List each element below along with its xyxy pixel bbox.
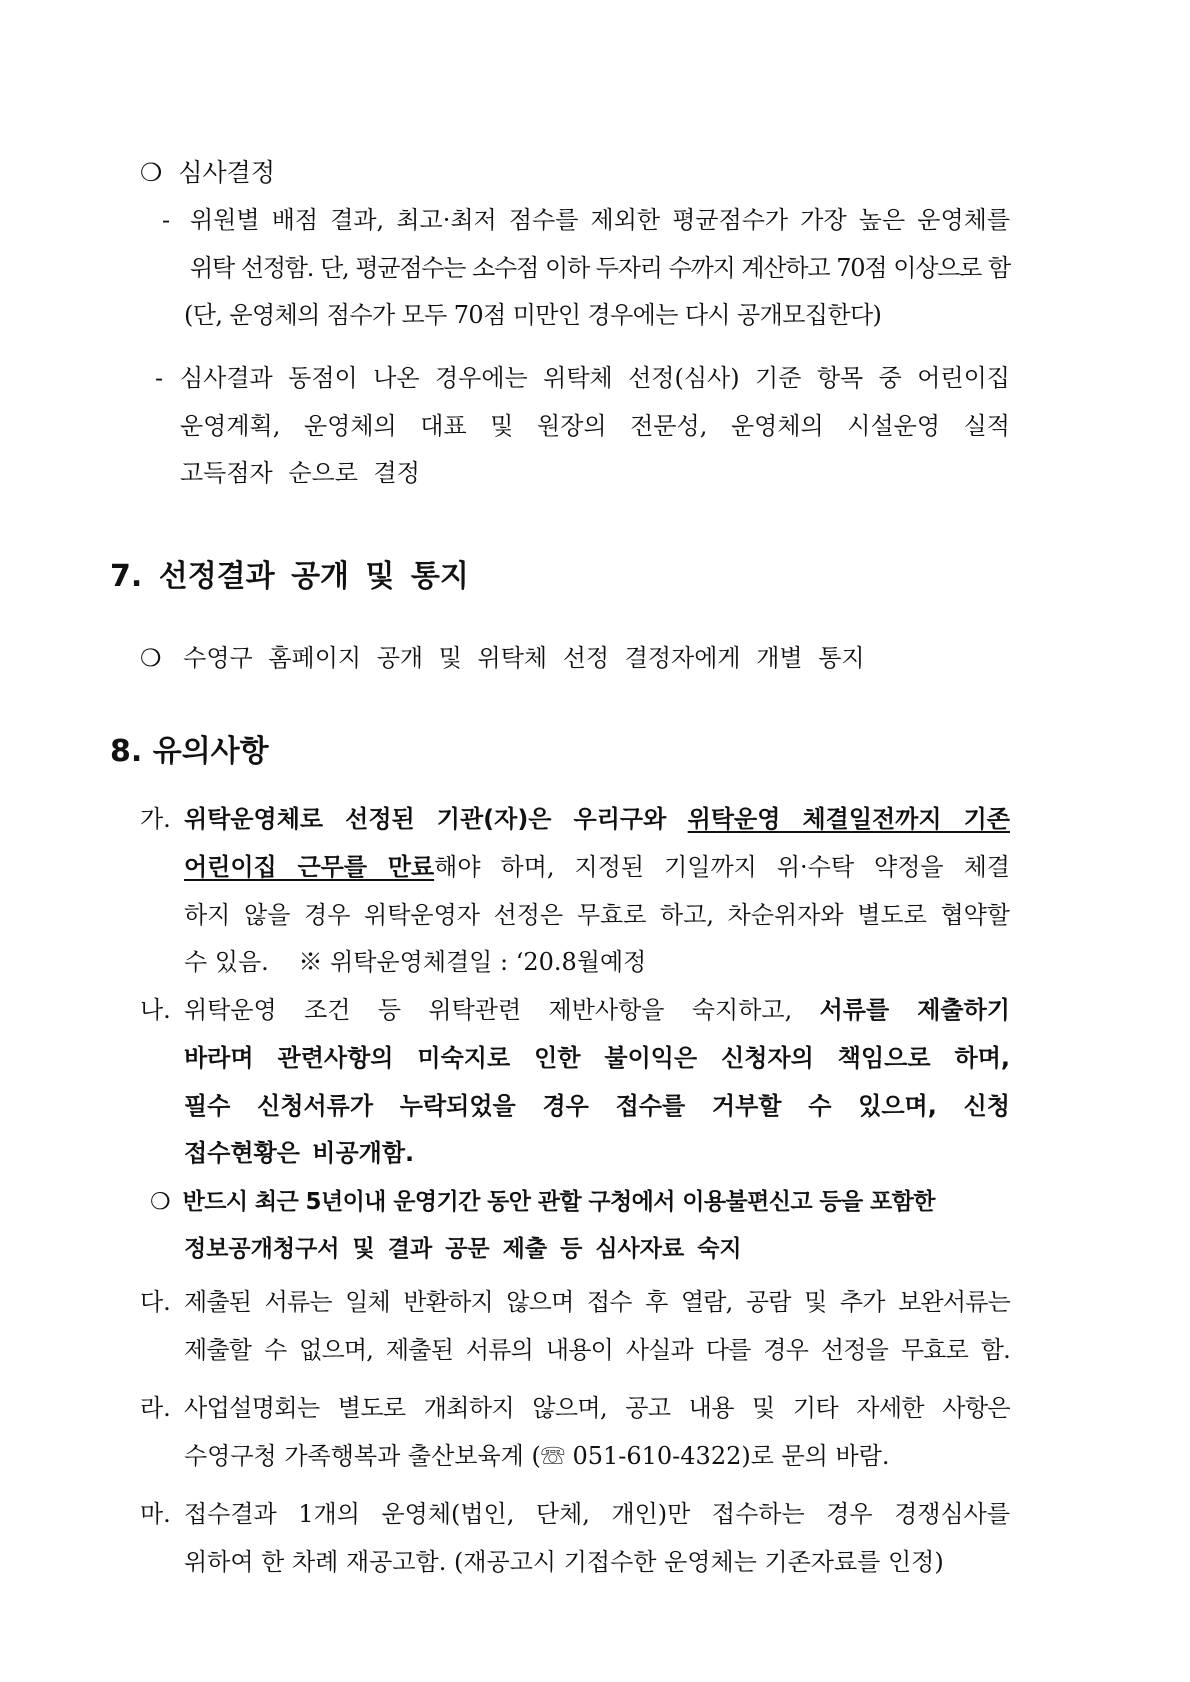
note-line2: 정보공개청구서 및 결과 공문 제출 등 심사자료 숙지 <box>184 1236 742 1262</box>
note-line1-text: 반드시 최근 5년이내 운영기간 동안 관할 구청에서 이용불편신고 등을 포함한 <box>182 1189 935 1215</box>
note-line1 <box>150 1186 935 1218</box>
na-line1 <box>184 994 1010 1026</box>
decision-heading <box>140 157 275 189</box>
ma-marker: 마. <box>140 1500 171 1528</box>
ga-line4 <box>184 946 646 978</box>
na-line4: 접수현황은 비공개함. <box>184 1139 415 1167</box>
decision-title: 심사결정 <box>178 158 275 187</box>
ga-line4-b: ※ 위탁운영체결일 : ‘20.8월예정 <box>298 948 647 976</box>
decision-item1-line2: 위탁 선정함. 단, 평균점수는 소수점 이하 두자리 수까지 계산하고 70점 이상으로 함 <box>190 254 1010 282</box>
section7-title: 7. 선정결과 공개 및 통지 <box>110 559 469 594</box>
ga-line1-bold-underline: 위탁운영 체결일전까지 기존 <box>687 805 1010 833</box>
ga-line4-a: 수 있음. <box>184 948 269 976</box>
na-line1-b: 서류를 제출하기 <box>819 996 1010 1024</box>
ga-line2-rest: 해야 하며, 지정된 기일까지 위·수탁 약정을 체결 <box>434 853 1010 881</box>
decision-item2-line3: 고득점자 순으로 결정 <box>180 459 420 487</box>
na-line2: 바라며 관련사항의 미숙지로 인한 불이익은 신청자의 책임으로 하며, <box>184 1044 1010 1072</box>
da-marker: 다. <box>140 1288 171 1316</box>
ra-line2: 수영구청 가족행복과 출산보육계 (☏ 051-610-4322)로 문의 바람. <box>184 1442 890 1470</box>
decision-item2-line1: 심사결과 동점이 나온 경우에는 위탁체 선정(심사) 기준 항목 중 어린이집 <box>180 364 1010 392</box>
section7-body <box>140 642 865 674</box>
na-marker: 나. <box>140 996 171 1024</box>
ra-line1: 사업설명회는 별도로 개최하지 않으며, 공고 내용 및 기타 자세한 사항은 <box>184 1394 1010 1422</box>
da-line2: 제출할 수 없으며, 제출된 서류의 내용이 사실과 다를 경우 선정을 무효로 함. <box>184 1336 1010 1364</box>
decision-item1-line3: (단, 운영체의 점수가 모두 70점 미만인 경우에는 다시 공개모집한다) <box>184 301 882 329</box>
ga-line2-bold-underline: 어린이집 근무를 만료 <box>184 853 435 881</box>
section7-text: 수영구 홈페이지 공개 및 위탁체 선정 결정자에게 개별 통지 <box>183 644 865 672</box>
decision-item2-dash: - <box>155 364 164 392</box>
ga-marker: 가. <box>140 805 171 833</box>
decision-item2-line2: 운영계획, 운영체의 대표 및 원장의 전문성, 운영체의 시설운영 실적 <box>180 412 1010 440</box>
da-line1: 제출된 서류는 일체 반환하지 않으며 접수 후 열람, 공람 및 추가 보완서류는 <box>184 1288 1010 1316</box>
na-line1-a: 위탁운영 조건 등 위탁관련 제반사항을 숙지하고, <box>184 996 793 1024</box>
ga-line3: 하지 않을 경우 위탁운영자 선정은 무효로 하고, 차순위자와 별도로 협약할 <box>184 901 1010 929</box>
decision-item1-line1: 위원별 배점 결과, 최고·최저 점수를 제외한 평균점수가 가장 높은 운영체를 <box>190 206 1010 234</box>
ga-line1-bold: 위탁운영체로 선정된 기관(자)은 우리구와 <box>184 805 667 833</box>
ma-line1: 접수결과 1개의 운영체(법인, 단체, 개인)만 접수하는 경우 경쟁심사를 <box>184 1500 1010 1528</box>
circle-bullet-icon: ❍ <box>140 644 162 672</box>
circle-bullet-icon: ❍ <box>150 1189 171 1215</box>
ga-line2 <box>184 851 1010 883</box>
section8-title: 8. 유의사항 <box>110 734 269 769</box>
ga-line1 <box>184 803 1010 835</box>
decision-item1-dash: - <box>162 206 171 234</box>
ma-line2: 위하여 한 차례 재공고함. (재공고시 기접수한 운영체는 기존자료를 인정) <box>184 1548 944 1576</box>
na-line3: 필수 신청서류가 누락되었을 경우 접수를 거부할 수 있으며, 신청 <box>184 1092 1010 1120</box>
circle-bullet-icon: ❍ <box>140 158 163 187</box>
ra-marker: 라. <box>140 1394 171 1422</box>
